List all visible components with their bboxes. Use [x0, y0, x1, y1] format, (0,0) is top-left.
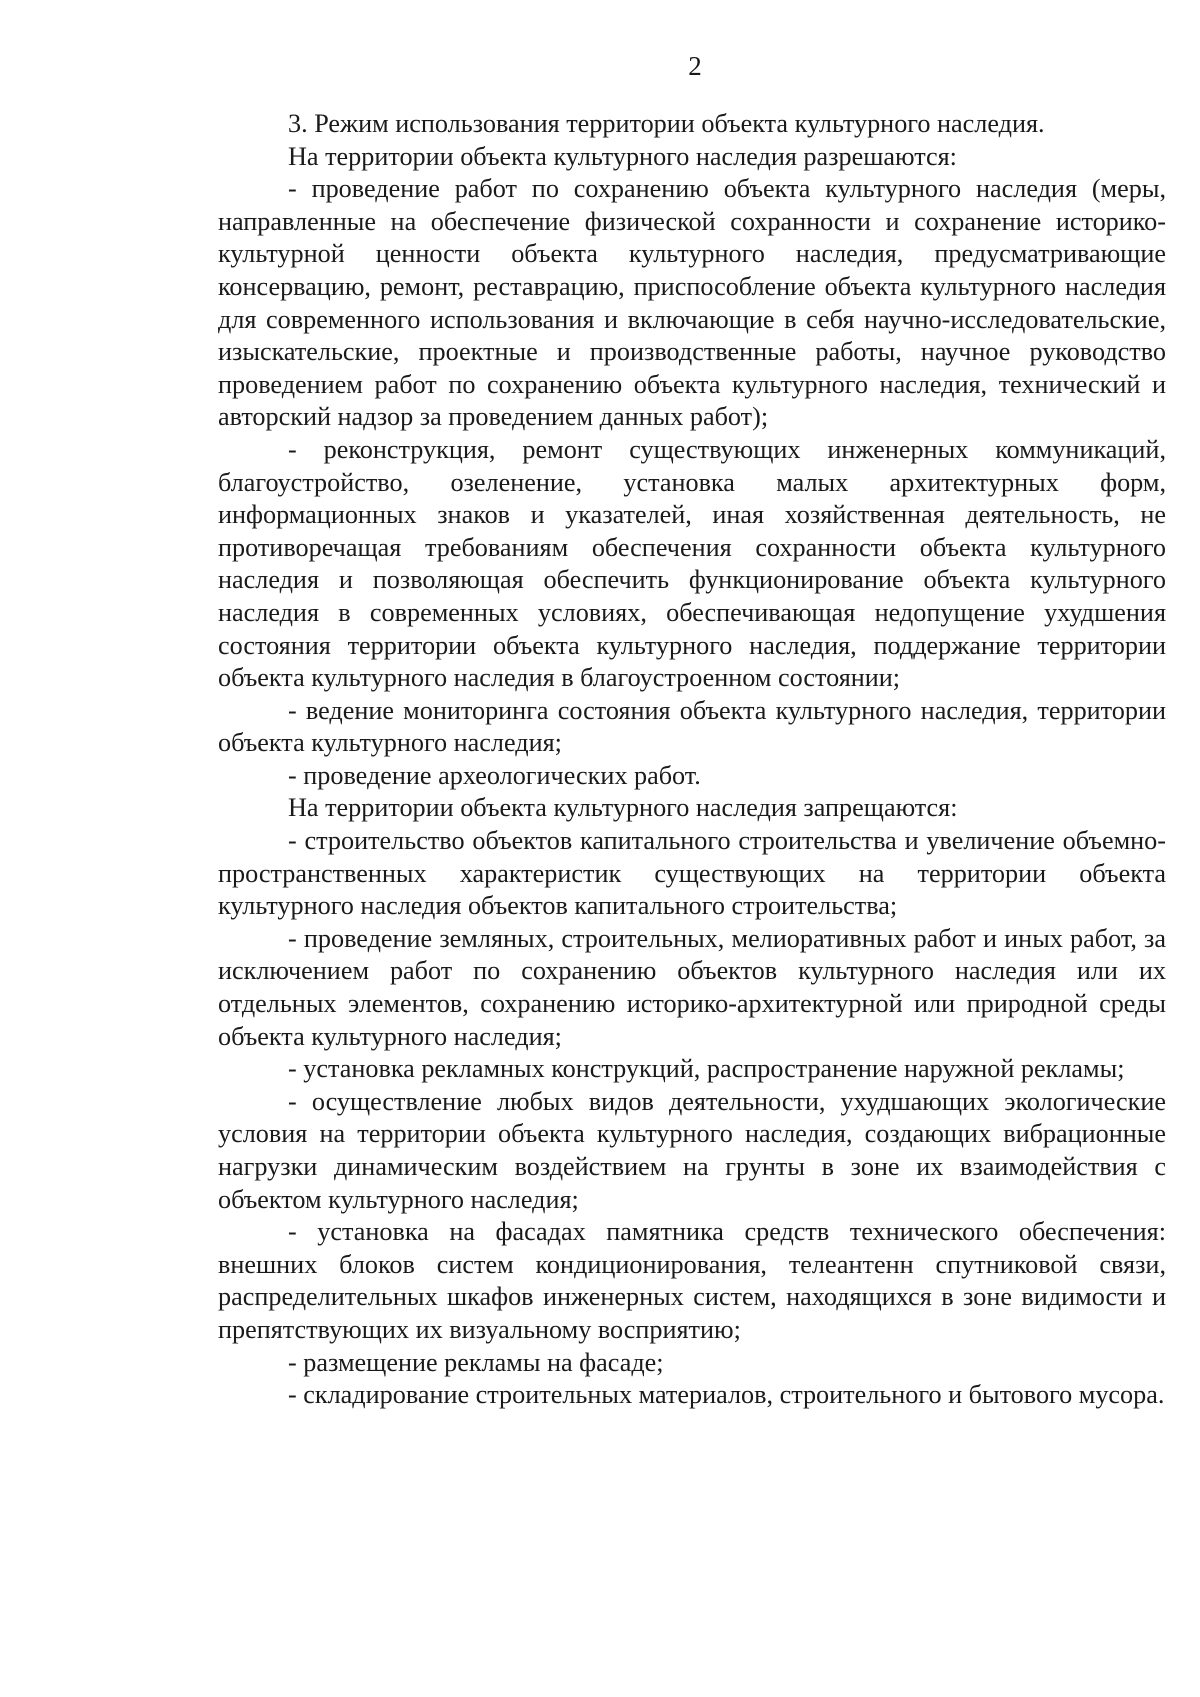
prohibited-item: - установка на фасадах памятника средств технического обеспечения: внешних блоков систем кондиционирования, телеантенн спутниковой связи, распределительных шкафов инженерных систем, находящихся в зоне видимости и препятствующих их визуальному восприятию;: [218, 1217, 1166, 1344]
prohibited-item: - установка рекламных конструкций, распространение наружной рекламы;: [288, 1054, 1125, 1084]
allowed-item: - проведение работ по сохранению объекта культурного наследия (меры, направленные на обеспечение физической сохранности и сохранение историко-культурной ценности объекта культурного наследия, предусматривающие консервацию, ремонт, реставрацию, приспособление объекта культурного наследия для современного использования и включающие в себя научно-исследовательские, изыскательские, проектные и производственные работы, научное руководство проведением работ по сохранению объекта культурного наследия, технический и авторский надзор за проведением данных работ);: [218, 174, 1166, 432]
prohibited-item: - размещение рекламы на фасаде;: [288, 1347, 664, 1377]
document-body: [218, 108, 1166, 1412]
prohibited-item: - складирование строительных материалов, строительного и бытового мусора.: [288, 1380, 1165, 1410]
prohibited-item: - проведение земляных, строительных, мелиоративных работ и иных работ, за исключением работ по сохранению объектов культурного наследия или их отдельных элементов, сохранению историко-архитектурной или природной среды объекта культурного наследия;: [218, 923, 1166, 1051]
page-number: 2: [688, 51, 702, 81]
allowed-item: - проведение археологических работ.: [288, 760, 701, 790]
prohibited-intro: На территории объекта культурного наследия запрещаются:: [288, 793, 958, 823]
prohibited-item: - осуществление любых видов деятельности, ухудшающих экологические условия на территории объекта культурного наследия, создающих вибрационные нагрузки динамическим воздействием на грунты в зоне их взаимодействия с объектом культурного наследия;: [218, 1086, 1166, 1214]
allowed-intro: На территории объекта культурного наследия разрешаются:: [288, 141, 957, 171]
section-heading: 3. Режим использования территории объекта культурного наследия.: [288, 109, 1045, 138]
prohibited-item: - строительство объектов капитального строительства и увеличение объемно-пространственных характеристик существующих на территории объекта культурного наследия объектов капитального строительства;: [218, 826, 1166, 921]
allowed-item: - реконструкция, ремонт существующих инженерных коммуникаций, благоустройство, озеленение, установка малых архитектурных форм, информационных знаков и указателей, иная хозяйственная деятельность, не противоречащая требованиям обеспечения сохранности объекта культурного наследия и позволяющая обеспечить функционирование объекта культурного наследия в современных условиях, обеспечивающая недопущение ухудшения состояния территории объекта культурного наследия, поддержание территории объекта культурного наследия в благоустроенном состоянии;: [218, 434, 1166, 693]
allowed-item: - ведение мониторинга состояния объекта культурного наследия, территории объекта культурного наследия;: [218, 695, 1166, 758]
